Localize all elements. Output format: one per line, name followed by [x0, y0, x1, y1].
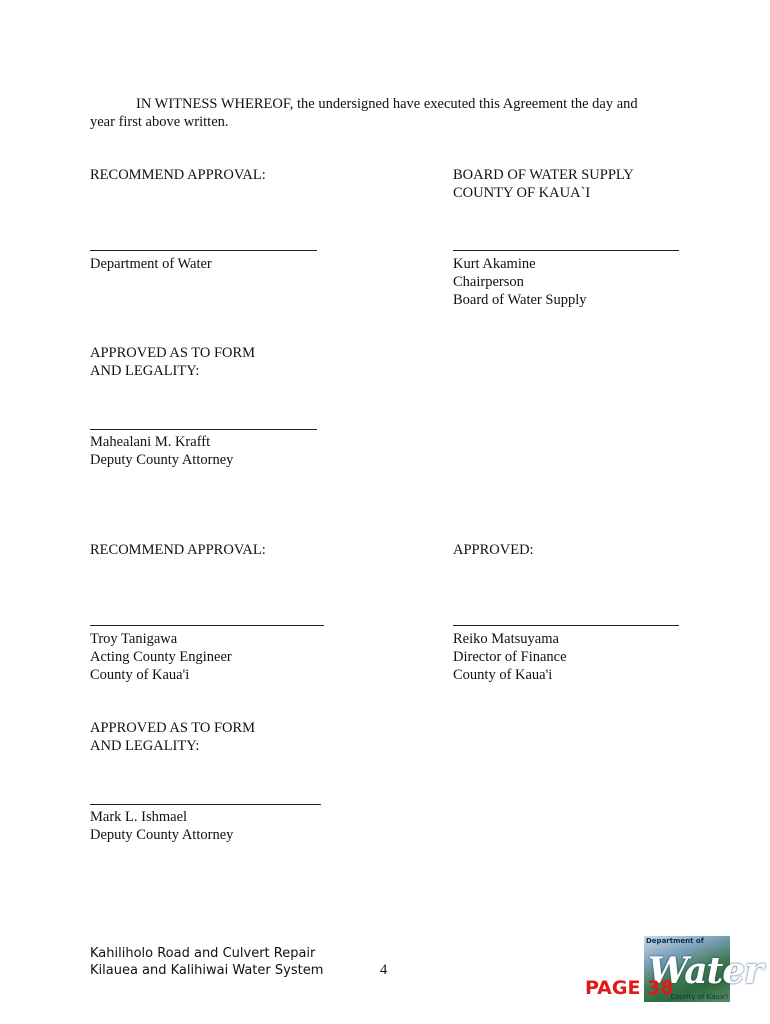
- logo-top-text: Department of: [646, 937, 704, 945]
- signer-name-engineer: Troy Tanigawa: [90, 631, 178, 647]
- signer-name-finance: Reiko Matsuyama: [453, 631, 559, 647]
- witness-line-1: IN WITNESS WHEREOF, the undersigned have executed this Agreement the day and: [136, 96, 638, 112]
- page-stamp: PAGE 38: [585, 977, 674, 999]
- signer-name-attorney-2: Mark L. Ishmael: [90, 809, 188, 825]
- signer-org-engineer: County of Kaua'i: [90, 667, 190, 683]
- signature-line-chairperson: [453, 250, 679, 251]
- signature-line-engineer: [90, 625, 324, 626]
- signer-org-chairperson: Board of Water Supply: [453, 292, 587, 308]
- signer-name-chairperson: Kurt Akamine: [453, 256, 536, 272]
- board-heading-2: COUNTY OF KAUA`I: [453, 185, 591, 201]
- page-number: 4: [380, 962, 388, 978]
- witness-line-2: year first above written.: [90, 114, 229, 130]
- footer-project-line-1: Kahiliholo Road and Culvert Repair: [90, 946, 316, 961]
- approved-form-heading-2: AND LEGALITY:: [90, 363, 200, 379]
- signer-title-attorney-2: Deputy County Attorney: [90, 827, 234, 843]
- approved-form-heading-1: APPROVED AS TO FORM: [90, 345, 256, 361]
- signature-line-attorney-2: [90, 804, 321, 805]
- approved-heading: APPROVED:: [453, 542, 534, 558]
- approved-form-heading-3: APPROVED AS TO FORM: [90, 720, 256, 736]
- signer-department: Department of Water: [90, 256, 212, 272]
- signer-title-attorney-1: Deputy County Attorney: [90, 452, 234, 468]
- recommend-approval-heading-1: RECOMMEND APPROVAL:: [90, 167, 266, 183]
- board-heading-1: BOARD OF WATER SUPPLY: [453, 167, 634, 183]
- signer-name-attorney-1: Mahealani M. Krafft: [90, 434, 211, 450]
- recommend-approval-heading-2: RECOMMEND APPROVAL:: [90, 542, 266, 558]
- footer-project-line-2: Kilauea and Kalihiwai Water System: [90, 963, 324, 978]
- signature-line-department: [90, 250, 317, 251]
- signature-line-attorney-1: [90, 429, 317, 430]
- logo-main-text: Water: [648, 950, 763, 992]
- approved-form-heading-4: AND LEGALITY:: [90, 738, 200, 754]
- signer-title-chairperson: Chairperson: [453, 274, 524, 290]
- logo-sub-text: County of Kaua'i: [670, 993, 728, 1001]
- signer-org-finance: County of Kaua'i: [453, 667, 553, 683]
- signature-line-finance: [453, 625, 679, 626]
- signer-title-finance: Director of Finance: [453, 649, 567, 665]
- signer-title-engineer: Acting County Engineer: [90, 649, 232, 665]
